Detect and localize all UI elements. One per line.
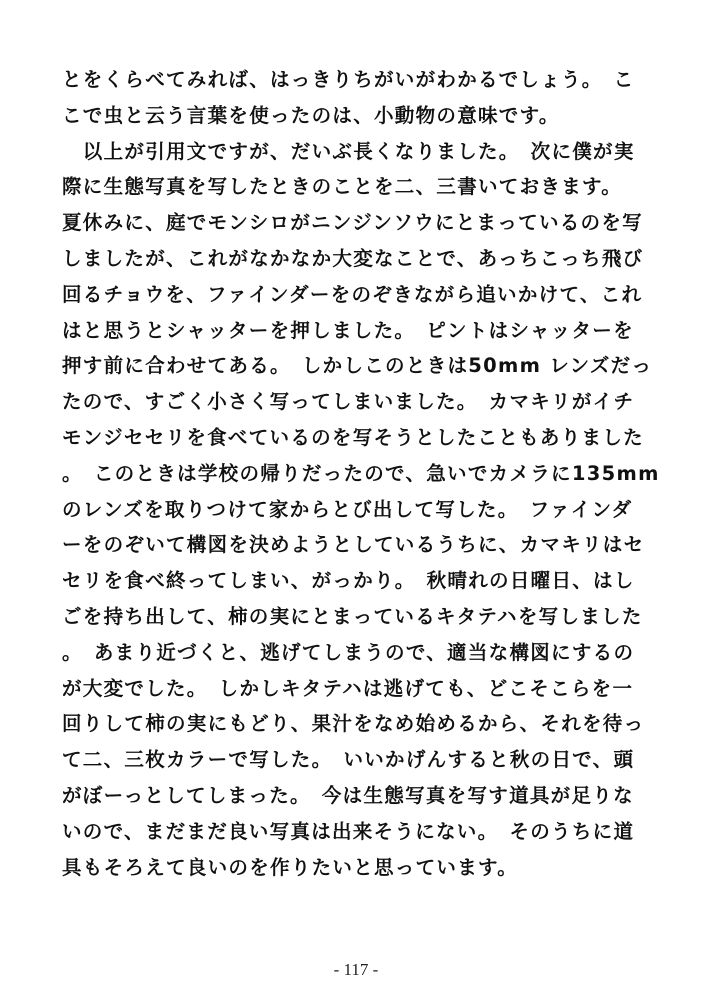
text-line: 以上が引用文ですが、だいぶ長くなりました。 次に僕が実 bbox=[62, 139, 635, 163]
text-line: ごを持ち出して、柿の実にとまっているキタテハを写しました bbox=[62, 604, 643, 628]
text-line: たので、すごく小さく写ってしまいました。 カマキリがイチ bbox=[62, 390, 635, 414]
text-line: がぼーっとしてしまった。 今は生態写真を写す道具が足りな bbox=[62, 783, 634, 807]
text-line: のレンズを取りつけて家からとび出して写した。 ファインダ bbox=[62, 497, 633, 521]
text-line: ーをのぞいて構図を決めようとしているうちに、カマキリはセ bbox=[62, 533, 645, 557]
text-line: はと思うとシャッターを押しました。 ピントはシャッターを bbox=[62, 318, 634, 342]
text-line: 。 このときは学校の帰りだったので、急いでカメラに135mm bbox=[62, 461, 660, 485]
text-line: 回りして柿の実にもどり、果汁をなめ始めるから、それを待っ bbox=[62, 712, 645, 736]
text-line: いので、まだまだ良い写真は出来そうにない。 そのうちに道 bbox=[62, 819, 635, 843]
text-line: 押す前に合わせてある。 しかしこのときは50mm レンズだっ bbox=[62, 354, 653, 378]
text-line: て二、三枚カラーで写した。 いいかげんすると秋の日で、頭 bbox=[62, 748, 635, 772]
text-line: が大変でした。 しかしキタテハは逃げても、どこそこらを一 bbox=[62, 676, 634, 700]
text-line: 。 あまり近づくと、逃げてしまうので、適当な構図にするの bbox=[62, 640, 635, 664]
page-number: - 117 - bbox=[333, 960, 379, 979]
text-line: とをくらべてみれば、はっきりちがいがわかるでしょう。 こ bbox=[62, 68, 635, 91]
text-line: 回るチョウを、ファインダーをのぞきながら追いかけて、これ bbox=[62, 282, 643, 306]
text-line: 夏休みに、庭でモンシロがニンジンソウにとまっているのを写 bbox=[62, 211, 643, 235]
text-line: 際に生態写真を写したときのことを二、三書いておきます。 bbox=[62, 175, 623, 199]
text-line: セリを食べ終ってしまい、がっかり。 秋晴れの日曜日、はし bbox=[62, 569, 635, 593]
text-line: こで虫と云う言葉を使ったのは、小動物の意味です。 bbox=[62, 103, 560, 127]
page-body bbox=[62, 62, 660, 885]
text-line: モンジセセリを食べているのを写そうとしたこともありました bbox=[62, 425, 644, 449]
text-line: 具もそろえて良いのを作りたいと思っています。 bbox=[62, 855, 519, 879]
text-line: しましたが、これがなかなか大変なことで、あっちこっち飛び bbox=[62, 246, 644, 270]
